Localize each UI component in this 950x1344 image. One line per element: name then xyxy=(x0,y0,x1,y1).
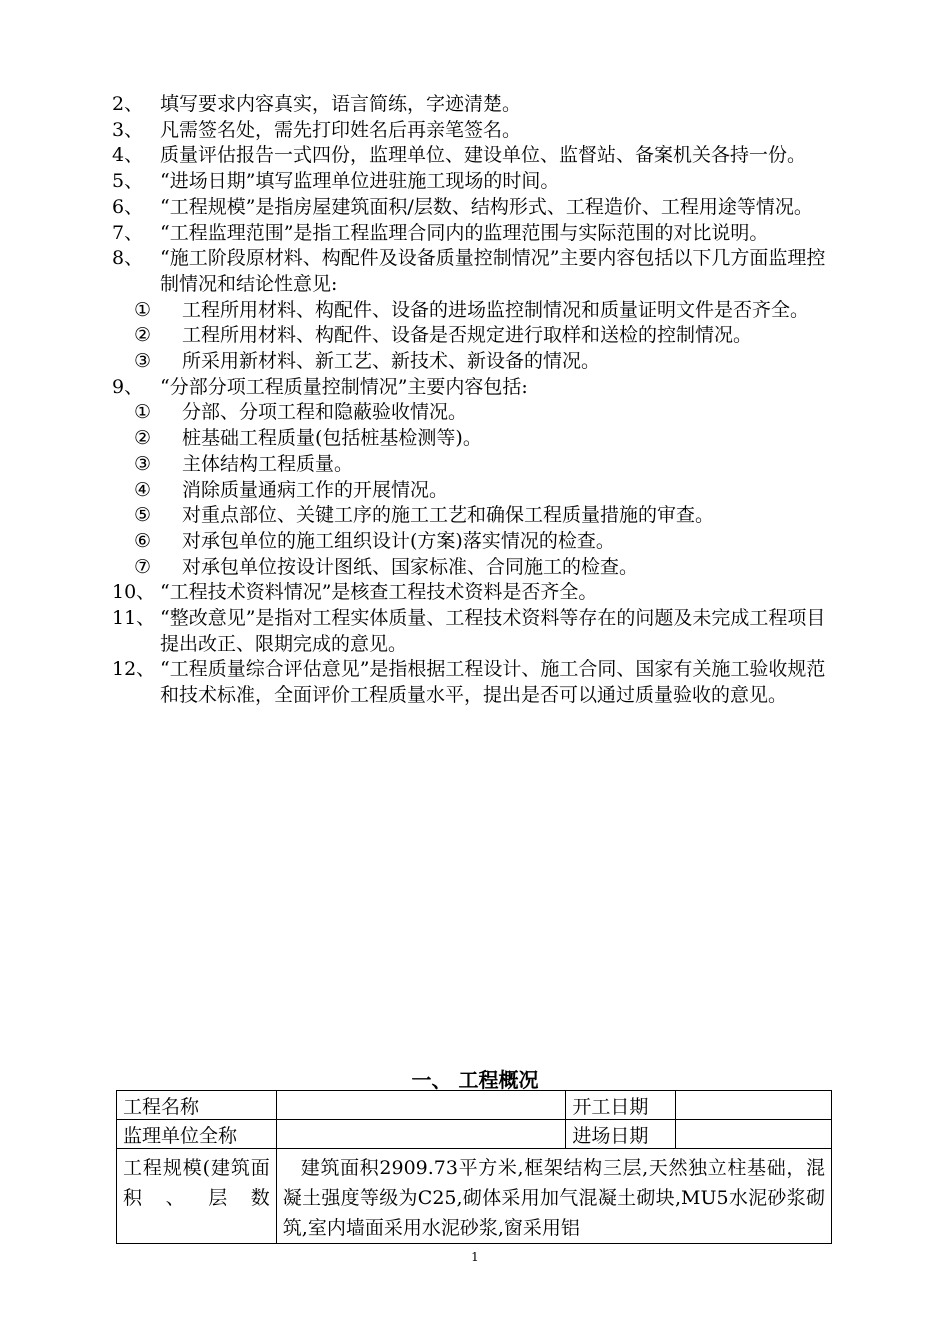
instruction-item xyxy=(112,169,842,195)
item-text: “工程监理范围”是指工程监理合同内的监理范围与实际范围的对比说明。 xyxy=(160,221,769,244)
section-title: 一、 工程概况 xyxy=(411,1068,539,1092)
sub-number: ⑥ xyxy=(134,529,152,552)
item-number: 5、 xyxy=(112,170,144,193)
project-overview-table xyxy=(116,1090,832,1244)
sub-number: ⑤ xyxy=(134,504,152,527)
sub-number: ③ xyxy=(134,350,152,373)
project-name-value[interactable] xyxy=(276,1091,566,1120)
instruction-item xyxy=(112,143,842,169)
table-row xyxy=(117,1149,832,1244)
sub-text: 对重点部位、关键工序的施工工艺和确保工程质量措施的审查。 xyxy=(182,504,715,527)
sub-number: ① xyxy=(134,298,152,321)
table-row xyxy=(117,1120,832,1149)
project-name-label: 工程名称 xyxy=(117,1091,277,1120)
table-row xyxy=(117,1091,832,1120)
instruction-item xyxy=(112,657,842,708)
item-text: “整改意见”是指对工程实体质量、工程技术资料等存在的问题及未完成工程项目提出改正、限期完成的意见。 xyxy=(160,607,826,655)
sub-item xyxy=(112,478,842,504)
item-text: “分部分项工程质量控制情况”主要内容包括: xyxy=(160,375,528,398)
sub-number: ⑦ xyxy=(134,555,152,578)
instruction-item xyxy=(112,375,842,401)
instruction-item xyxy=(112,580,842,606)
start-date-label: 开工日期 xyxy=(566,1091,676,1120)
sub-item xyxy=(112,349,842,375)
sub-text: 工程所用材料、构配件、设备的进场监控制情况和质量证明文件是否齐全。 xyxy=(182,298,810,321)
instruction-item xyxy=(112,195,842,221)
instruction-item xyxy=(112,92,842,118)
sub-text: 对承包单位按设计图纸、国家标准、合同施工的检查。 xyxy=(182,555,639,578)
project-scale-content: 建筑面积2909.73平方米,框架结构三层,天然独立柱基础，混凝土强度等级为C25,砌体采用加气混凝土砌块,MU5水泥砂浆砌筑,室内墙面采用水泥砂浆,窗采用铝 xyxy=(276,1149,831,1244)
item-number: 9、 xyxy=(112,375,144,398)
item-number: 6、 xyxy=(112,195,144,218)
sub-item xyxy=(112,298,842,324)
sub-text: 桩基础工程质量(包括桩基检测等)。 xyxy=(182,427,482,450)
sub-item xyxy=(112,452,842,478)
sub-item xyxy=(112,503,842,529)
item-text: “进场日期”填写监理单位进驻施工现场的时间。 xyxy=(160,170,560,193)
sub-number: ② xyxy=(134,427,152,450)
item-text: “工程规模”是指房屋建筑面积/层数、结构形式、工程造价、工程用途等情况。 xyxy=(160,195,813,218)
instruction-item xyxy=(112,221,842,247)
supervisor-unit-value[interactable] xyxy=(276,1120,566,1149)
item-number: 4、 xyxy=(112,144,144,167)
sub-text: 消除质量通病工作的开展情况。 xyxy=(182,478,449,501)
project-scale-label: 工程规模(建筑面积、层数 xyxy=(117,1149,277,1244)
sub-item xyxy=(112,529,842,555)
sub-text: 所采用新材料、新工艺、新技术、新设备的情况。 xyxy=(182,350,601,373)
sub-text: 工程所用材料、构配件、设备是否规定进行取样和送检的控制情况。 xyxy=(182,324,753,347)
item-number: 2、 xyxy=(112,93,144,115)
item-text: “施工阶段原材料、构配件及设备质量控制情况”主要内容包括以下几方面监理控制情况和结论性意见: xyxy=(160,247,826,295)
item-number: 12、 xyxy=(112,658,156,681)
sub-number: ④ xyxy=(134,478,152,501)
sub-text: 对承包单位的施工组织设计(方案)落实情况的检查。 xyxy=(182,529,615,552)
item-number: 3、 xyxy=(112,118,144,141)
sub-item xyxy=(112,323,842,349)
sub-number: ② xyxy=(134,324,152,347)
item-text: 质量评估报告一式四份，监理单位、建设单位、监督站、备案机关各持一份。 xyxy=(160,144,807,167)
sub-number: ③ xyxy=(134,452,152,475)
instruction-item xyxy=(112,246,842,297)
instruction-item xyxy=(112,118,842,144)
item-text: 填写要求内容真实，语言简练，字迹清楚。 xyxy=(160,93,522,115)
item-number: 7、 xyxy=(112,221,144,244)
sub-item xyxy=(112,400,842,426)
sub-number: ① xyxy=(134,401,152,424)
item-text: “工程技术资料情况”是核查工程技术资料是否齐全。 xyxy=(160,581,598,604)
sub-item xyxy=(112,555,842,581)
sub-item xyxy=(112,426,842,452)
sub-text: 分部、分项工程和隐蔽验收情况。 xyxy=(182,401,468,424)
item-number: 10、 xyxy=(112,581,156,604)
supervisor-unit-label: 监理单位全称 xyxy=(117,1120,277,1149)
item-number: 11、 xyxy=(112,607,156,630)
item-text: “工程质量综合评估意见”是指根据工程设计、施工合同、国家有关施工验收规范和技术标准，全面评价工程质量水平，提出是否可以通过质量验收的意见。 xyxy=(160,658,826,707)
sub-text: 主体结构工程质量。 xyxy=(182,452,354,475)
start-date-value[interactable] xyxy=(676,1091,832,1120)
entry-date-label: 进场日期 xyxy=(566,1120,676,1149)
instruction-item xyxy=(112,606,842,657)
instructions-list xyxy=(112,92,842,709)
item-number: 8、 xyxy=(112,247,144,270)
entry-date-value[interactable] xyxy=(676,1120,832,1149)
page-number: 1 xyxy=(471,1250,479,1264)
item-text: 凡需签名处，需先打印姓名后再亲笔签名。 xyxy=(160,118,522,141)
